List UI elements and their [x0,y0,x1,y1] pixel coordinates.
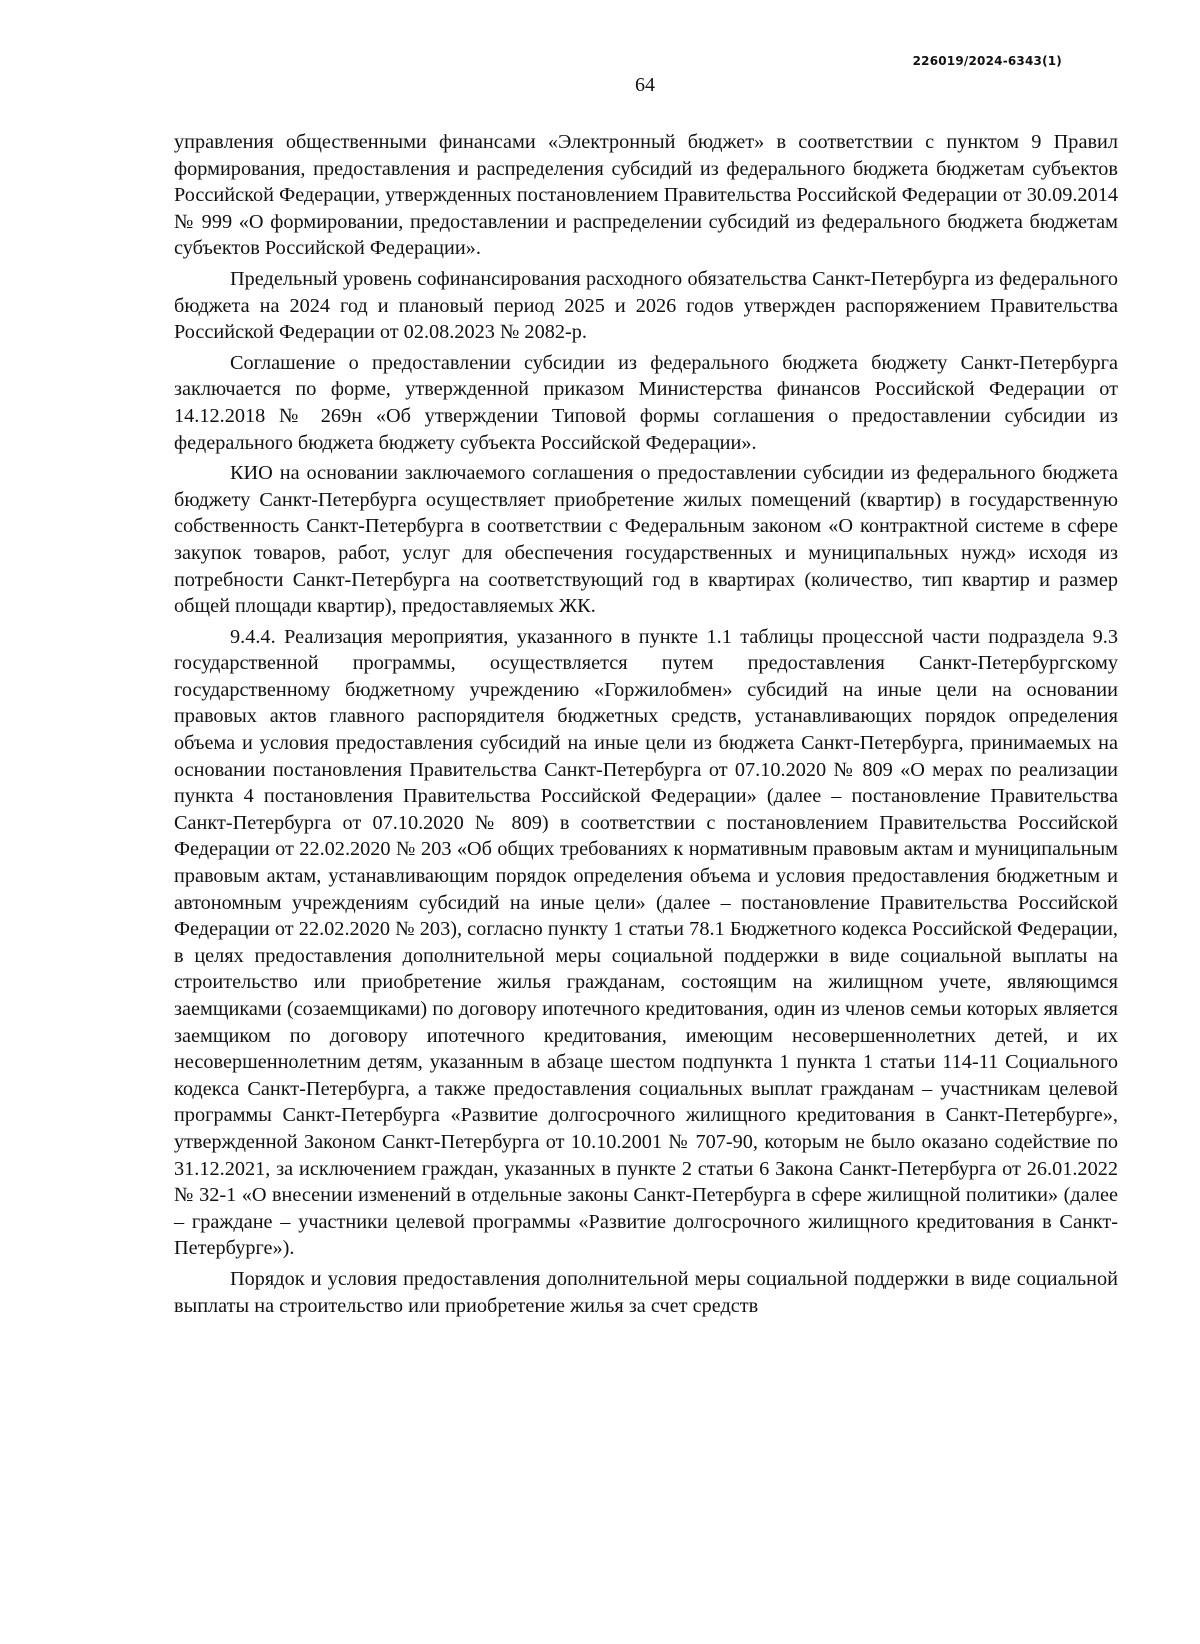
paragraph-continuation: управления общественными финансами «Электронный бюджет» в соответствии с пунктом 9 Правил формирования, предоставления и распределения субсидий из федерального бюджета бюджетам субъектов Российской Федерации, утвержденных постановлением Правительства Российской Федерации от 30.09.2014 № 999 «О формировании, предоставлении и распределении субсидий из федерального бюджета бюджетам субъектов Российской Федерации». [174,131,1118,260]
paragraph-kio-acquisition: КИО на основании заключаемого соглашения о предоставлении субсидии из федерального бюджета бюджету Санкт-Петербурга осуществляет приобретение жилых помещений (квартир) в государственную собственность Санкт-Петербурга в соответствии с Федеральным законом «О контрактной системе в сфере закупок товаров, работ, услуг для обеспечения государственных и муниципальных нужд» исходя из потребности Санкт-Петербурга на соответствующий год в квартирах (количество, тип квартир и размер общей площади квартир), предоставляемых ЖК. [174,462,1118,618]
paragraph-subsidy-agreement: Соглашение о предоставлении субсидии из федерального бюджета бюджету Санкт-Петербурга заключается по форме, утвержденной приказом Министерства финансов Российской Федерации от 14.12.2018 № 269н «Об утверждении Типовой формы соглашения о предоставлении субсидии из федерального бюджета бюджету субъекта Российской Федерации». [174,351,1118,454]
paragraph-cofinancing-level: Предельный уровень софинансирования расходного обязательства Санкт-Петербурга из федерального бюджета на 2024 год и плановый период 2025 и 2026 годов утвержден распоряжением Правительства Российской Федерации от 02.08.2023 № 2082-р. [174,267,1118,344]
page-number: 64 [635,74,655,96]
document-registration-number: 226019/2024-6343(1) [912,54,1062,68]
paragraph-section-9-4-4: 9.4.4. Реализация мероприятия, указанного в пункте 1.1 таблицы процессной части подраздела 9.3 государственной программы, осуществляется путем предоставления Санкт-Петербургскому государственному бюджетному учреждению «Горжилобмен» субсидий на иные цели на основании правовых актов главного распорядителя бюджетных средств, устанавливающих порядок определения объема и условия предоставления субсидий на иные цели из бюджета Санкт-Петербурга, принимаемых на основании постановления Правительства Санкт-Петербурга от 07.10.2020 № 809 «О мерах по реализации пункта 4 постановления Правительства Российской Федерации» (далее – постановление Правительства Санкт-Петербурга от 07.10.2020 № 809) в соответствии с постановлением Правительства Российской Федерации от 22.02.2020 № 203 «Об общих требованиях к нормативным правовым актам и муниципальным правовым актам, устанавливающим порядок определения объема и условия предоставления бюджетным и автономным учреждениям субсидий на иные цели» (далее – постановление Правительства Российской Федерации от 22.02.2020 № 203), согласно пункту 1 статьи 78.1 Бюджетного кодекса Российской Федерации, в целях предоставления дополнительной меры социальной поддержки в виде социальной выплаты на строительство или приобретение жилья гражданам, состоящим на жилищном учете, являющимся заемщиками (созаемщиками) по договору ипотечного кредитования, один из членов семьи которых является заемщиком по договору ипотечного кредитования, имеющим несовершеннолетних детей, и их несовершеннолетним детям, указанным в абзаце шестом подпункта 1 пункта 1 статьи 114-11 Социального кодекса Санкт-Петербурга, а также предоставления социальных выплат гражданам – участникам целевой программы Санкт-Петербурга «Развитие долгосрочного жилищного кредитования в Санкт-Петербурге», утвержденной Законом Санкт-Петербурга от 10.10.2001 № 707-90, которым не было оказано содействие по 31.12.2021, за исключением граждан, указанных в пункте 2 статьи 6 Закона Санкт-Петербурга от 26.01.2022 № 32-1 «О внесении изменений в отдельные законы Санкт-Петербурга в сфере жилищной политики» (далее – граждане – участники целевой программы «Развитие долгосрочного жилищного кредитования в Санкт-Петербурге»). [174,625,1118,1260]
paragraph-procedure-conditions: Порядок и условия предоставления дополнительной меры социальной поддержки в виде социальной выплаты на строительство или приобретение жилья за счет средств [174,1267,1118,1317]
document-body [174,129,1118,1319]
